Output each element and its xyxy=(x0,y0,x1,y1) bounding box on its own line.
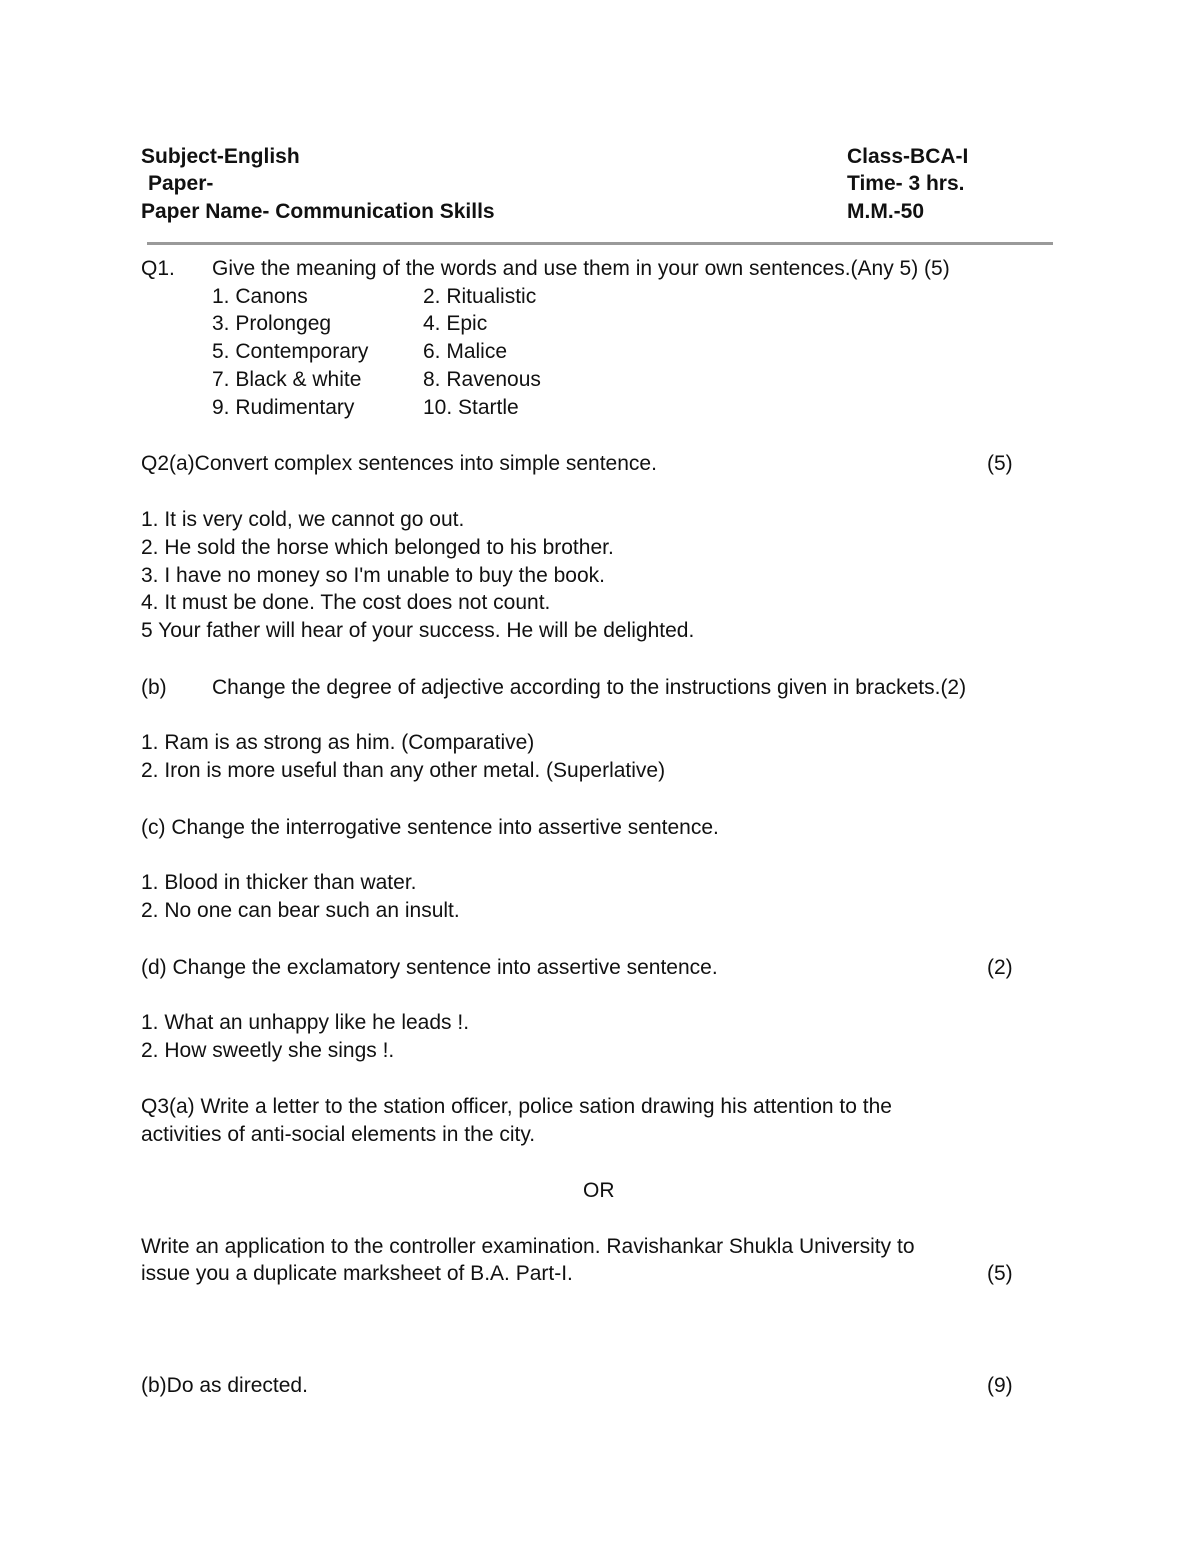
q2a-item: 5 Your father will hear of your success. He will be delighted. xyxy=(141,619,695,642)
q2a-marks: (5) xyxy=(987,452,1013,475)
q2b-label: (b) xyxy=(141,676,167,699)
q1-word: 7. Black & white xyxy=(212,368,362,391)
q1-word: 6. Malice xyxy=(423,340,508,363)
q2a-item: 3. I have no money so I'm unable to buy the book. xyxy=(141,564,605,587)
q1-word: 8. Ravenous xyxy=(423,368,541,391)
q2d-item: 2. How sweetly she sings !. xyxy=(141,1039,395,1062)
q2b-item: 2. Iron is more useful than any other metal. (Superlative) xyxy=(141,759,666,782)
time-label: Time- 3 hrs. xyxy=(847,172,965,195)
paper-name-label: Paper Name- Communication Skills xyxy=(141,200,495,223)
q2d-marks: (2) xyxy=(987,956,1013,979)
q3a-marks: (5) xyxy=(987,1262,1013,1285)
q1-label: Q1. xyxy=(141,257,175,280)
q1-word: 5. Contemporary xyxy=(212,340,369,363)
q1-word: 2. Ritualistic xyxy=(423,285,537,308)
q2a-item: 1. It is very cold, we cannot go out. xyxy=(141,508,465,531)
q3b-marks: (9) xyxy=(987,1374,1013,1397)
q2c-item: 2. No one can bear such an insult. xyxy=(141,899,460,922)
q1-word: 3. Prolongeg xyxy=(212,312,332,335)
q2c-item: 1. Blood in thicker than water. xyxy=(141,871,417,894)
paper-label: Paper- xyxy=(148,172,214,195)
q1-word: 4. Epic xyxy=(423,312,488,335)
q3a-alt-line: Write an application to the controller examination. Ravishankar Shukla University to xyxy=(141,1235,915,1258)
header-divider xyxy=(147,242,1053,245)
max-marks-label: M.M.-50 xyxy=(847,200,925,223)
q2a-item: 4. It must be done. The cost does not count. xyxy=(141,591,551,614)
q2d-item: 1. What an unhappy like he leads !. xyxy=(141,1011,470,1034)
class-label: Class-BCA-I xyxy=(847,145,969,168)
q2b-item: 1. Ram is as strong as him. (Comparative) xyxy=(141,731,535,754)
q1-word: 1. Canons xyxy=(212,285,308,308)
q3b-instruction: (b)Do as directed. xyxy=(141,1374,308,1397)
q3a-line: Q3(a) Write a letter to the station officer, police sation drawing his attention to the xyxy=(141,1095,892,1118)
subject-label: Subject-English xyxy=(141,145,300,168)
q1-instruction: Give the meaning of the words and use them in your own sentences.(Any 5) (5) xyxy=(212,257,950,280)
q3a-alt-line: issue you a duplicate marksheet of B.A. Part-I. xyxy=(141,1262,573,1285)
q1-word: 9. Rudimentary xyxy=(212,396,355,419)
q2c-instruction: (c) Change the interrogative sentence into assertive sentence. xyxy=(141,816,719,839)
q1-word: 10. Startle xyxy=(423,396,519,419)
q2b-instruction: Change the degree of adjective according to the instructions given in brackets.(2) xyxy=(212,676,967,699)
q3a-line: activities of anti-social elements in the city. xyxy=(141,1123,536,1146)
q3a-or: OR xyxy=(583,1179,615,1202)
q2a-item: 2. He sold the horse which belonged to his brother. xyxy=(141,536,614,559)
q2a-instruction: Q2(a)Convert complex sentences into simple sentence. xyxy=(141,452,657,475)
q2d-instruction: (d) Change the exclamatory sentence into assertive sentence. xyxy=(141,956,718,979)
